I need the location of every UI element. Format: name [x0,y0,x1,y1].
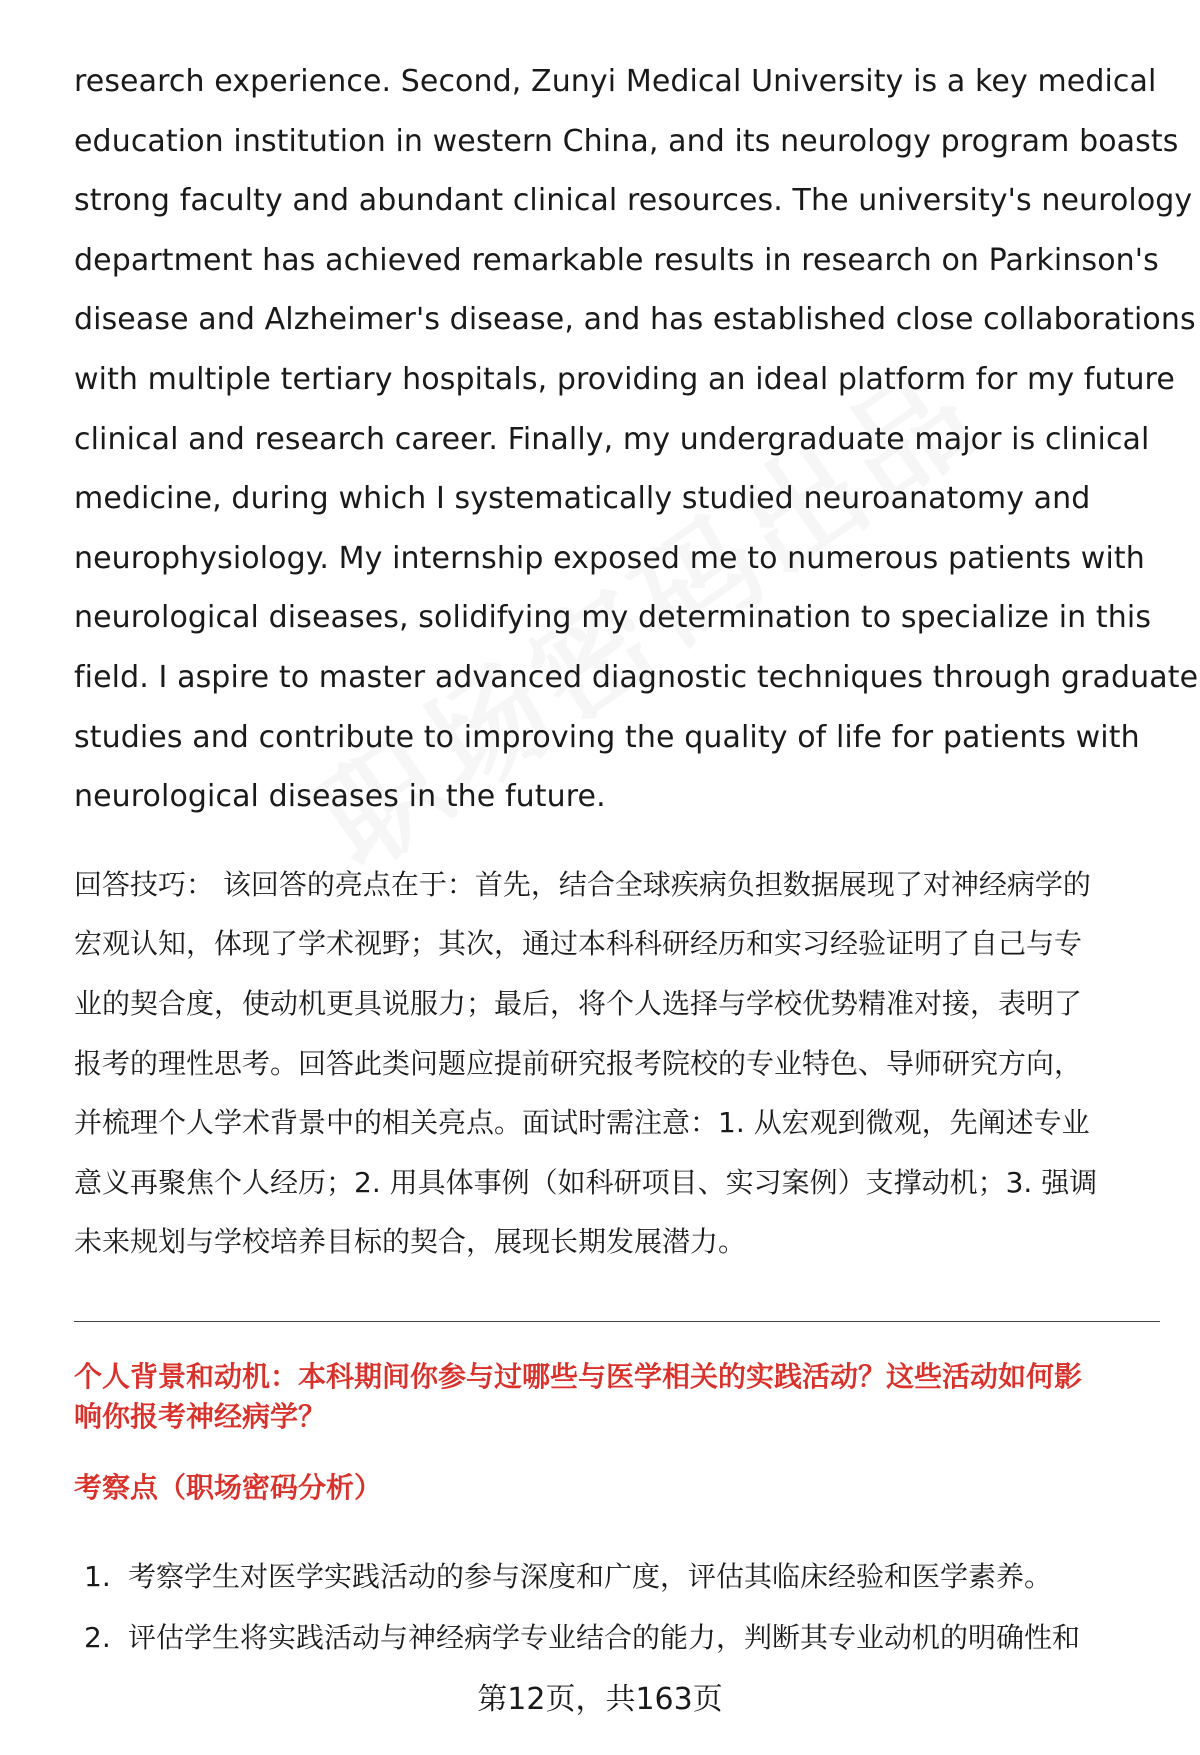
tip-line: 未来规划与学校培养目标的契合，展现长期发展潜力。 [74,1225,747,1259]
paragraph-line: education institution in western China, and its neurology program boasts [74,123,1179,159]
list-number: 1. [84,1560,111,1593]
paragraph-line: strong faculty and abundant clinical resources. The university's neurology [74,183,1193,219]
tip-line: 回答技巧： 该回答的亮点在于：首先，结合全球疾病负担数据展现了对神经病学的 [74,867,1091,901]
question-line: 响你报考神经病学？ [74,1400,327,1433]
tip-line: 意义再聚焦个人经历；2. 用具体事例（如科研项目、实习案例）支撑动机；3. 强调 [74,1165,1098,1199]
paragraph-line: department has achieved remarkable results in research on Parkinson's [74,242,1159,278]
paragraph-line: clinical and research career. Finally, my undergraduate major is clinical [74,421,1150,457]
tip-line: 业的契合度，使动机更具说服力；最后，将个人选择与学校优势精准对接，表明了 [74,986,1083,1020]
paragraph-line: field. I aspire to master advanced diagnostic techniques through graduate [74,659,1199,695]
exam-points-heading: 考察点（职场密码分析） [74,1471,383,1504]
paragraph-line: research experience. Second, Zunyi Medical University is a key medical [74,64,1157,99]
tip-line: 并梳理个人学术背景中的相关亮点。面试时需注意：1. 从宏观到微观，先阐述专业 [74,1106,1090,1140]
tip-line: 宏观认知，体现了学术视野；其次，通过本科科研经历和实习经验证明了自己与专 [74,927,1083,961]
paragraph-line: medicine, during which I systematically studied neuroanatomy and [74,481,1091,517]
paragraph-line: with multiple tertiary hospitals, providing an ideal platform for my future [74,361,1175,397]
paragraph-line: neurological diseases in the future. [74,779,606,815]
exam-points-list [84,1546,1164,1668]
paragraph-line: studies and contribute to improving the quality of life for patients with [74,719,1140,755]
question-heading [74,1357,1164,1437]
question-line: 个人背景和动机：本科期间你参与过哪些与医学相关的实践活动？这些活动如何影 [74,1360,1083,1393]
list-item-text: 考察学生对医学实践活动的参与深度和广度，评估其临床经验和医学素养。 [128,1560,1053,1593]
body-paragraph [74,52,1199,827]
list-item [84,1607,1164,1668]
section-divider [74,1321,1160,1322]
list-item [84,1546,1164,1607]
list-item-text: 评估学生将实践活动与神经病学专业结合的能力，判断其专业动机的明确性和 [128,1621,1081,1654]
paragraph-line: neurophysiology. My internship exposed me to numerous patients with [74,540,1145,576]
tip-line: 报考的理性思考。回答此类问题应提前研究报考院校的专业特色、导师研究方向， [74,1046,1083,1080]
list-number: 2. [84,1621,111,1654]
page-footer: 第12页，共163页 [477,1682,723,1717]
document-body [74,52,1199,1272]
paragraph-line: disease and Alzheimer's disease, and has established close collaborations [74,302,1196,338]
paragraph-line: neurological diseases, solidifying my determination to specialize in this [74,600,1152,636]
answer-tip [74,855,1160,1272]
